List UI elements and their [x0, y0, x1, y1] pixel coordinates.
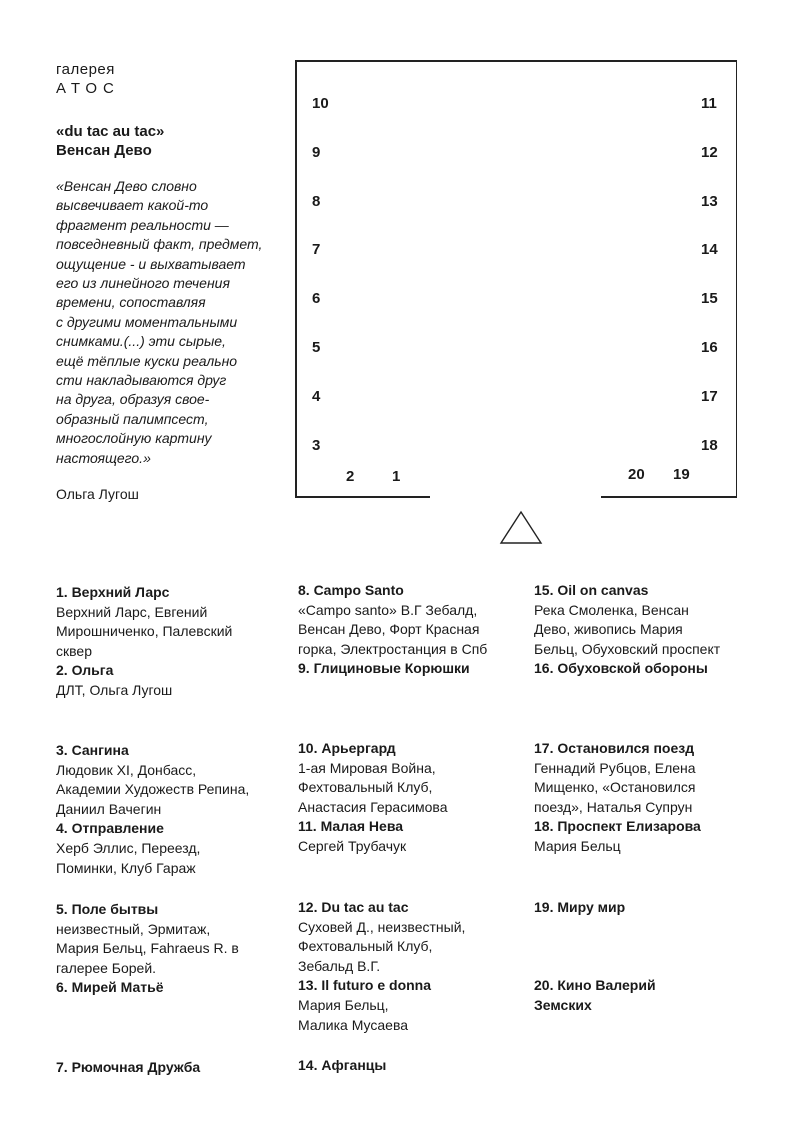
plan-wall-left	[295, 60, 297, 497]
legend-item-title: 20. Кино Валерий	[534, 977, 656, 993]
legend-item-text: Верхний Ларс, Евгений	[56, 603, 208, 620]
quote-line: «Венсан Дево словно	[56, 178, 197, 194]
plan-wall-bottom-right	[601, 496, 737, 498]
exhibition-title	[56, 122, 164, 160]
legend-item-text: Геннадий Рубцов, Елена	[534, 759, 696, 776]
plan-number: 15	[701, 290, 718, 307]
legend-item-title: 1. Верхний Ларс	[56, 584, 170, 600]
legend-block-3-1	[534, 581, 759, 679]
legend-item-title: 9. Глициновые Корюшки	[298, 660, 470, 677]
legend-item-title: 5. Поле бытвы	[56, 901, 159, 917]
legend-item-text: Сергей Трубачук	[298, 837, 407, 854]
quote-line: его из линейного течения	[56, 275, 230, 292]
triangle-icon	[499, 510, 543, 546]
legend-block-2-1	[298, 581, 523, 679]
quote-line: времени, сопоставляя	[56, 294, 206, 311]
plan-number: 5	[312, 339, 321, 356]
legend-item-text: Фехтовальный Клуб,	[298, 938, 433, 955]
legend-item-title: 13. Il futuro e donna	[298, 977, 432, 994]
legend-item-title: 6. Мирей Матьё	[56, 979, 164, 996]
exhibition-title-line-1: «du tac au tac»	[56, 123, 165, 140]
legend-item-text: Малика Мусаева	[298, 1016, 409, 1033]
legend-item-title: 18. Проспект Елизарова	[534, 818, 701, 835]
legend-item-title: 15. Oil on canvas	[534, 582, 649, 598]
quote-line: на друга, образуя свое-	[56, 391, 210, 408]
legend-item-title: 19. Миру мир	[534, 899, 626, 915]
quote-line: ощущение - и выхватывает	[56, 255, 246, 272]
gallery-line-2: АТОС	[56, 80, 120, 97]
legend-item-text: Мищенко, «Остановился	[534, 779, 696, 796]
plan-number: 2	[346, 468, 355, 485]
plan-number: 19	[673, 466, 690, 483]
legend-item-title: 8. Campo Santo	[298, 582, 404, 598]
legend-block-1-1	[56, 583, 281, 701]
legend-item-text: горка, Электростанция в Спб	[298, 640, 488, 657]
legend-item-text: Поминки, Клуб Гараж	[56, 859, 196, 876]
quote-line: снимками.(...) эти сырые,	[56, 333, 226, 350]
legend-item-text: Зебальд В.Г.	[298, 957, 381, 974]
plan-number: 14	[701, 241, 718, 258]
legend-item-text: Река Смоленка, Венсан	[534, 601, 689, 618]
plan-number: 3	[312, 437, 321, 454]
legend-item-text: Мария Бельц,	[298, 996, 389, 1013]
legend-item-title: 2. Ольга	[56, 662, 114, 679]
legend-item-title: 10. Арьергард	[298, 740, 396, 756]
legend-item-text: ДЛТ, Ольга Лугош	[56, 681, 173, 698]
legend-item-text: поезд», Наталья Супрун	[534, 798, 693, 815]
legend-item-text: Фехтовальный Клуб,	[298, 779, 433, 796]
quote-line: повседневный факт, предмет,	[56, 236, 263, 253]
legend-item-text: «Campo santo» В.Г Зебалд,	[298, 601, 478, 618]
legend-item-text: Суховей Д., неизвестный,	[298, 918, 466, 935]
plan-number: 8	[312, 193, 321, 210]
legend-block-3-4	[534, 976, 759, 1015]
plan-number: 18	[701, 437, 718, 454]
legend-item-text: Академии Художеств Репина,	[56, 781, 250, 798]
quote-line: многослойную картину	[56, 430, 212, 447]
plan-number: 11	[701, 95, 717, 112]
legend-item-title: 17. Остановился поезд	[534, 740, 695, 756]
quote-line: с другими моментальными	[56, 313, 238, 330]
plan-number: 13	[701, 193, 718, 210]
legend-block-2-3	[298, 898, 523, 1035]
legend-item-text: Мария Бельц, Fahraeus R. в	[56, 940, 239, 957]
gallery-name	[56, 60, 120, 98]
quote-line: настоящего.»	[56, 449, 151, 466]
legend-block-1-3	[56, 900, 281, 998]
plan-number: 9	[312, 144, 321, 161]
legend-item-text: Мария Бельц	[534, 837, 621, 854]
plan-number: 20	[628, 466, 645, 483]
quote-author: Ольга Лугош	[56, 486, 139, 502]
legend-block-3-2	[534, 739, 759, 857]
plan-wall-right	[736, 60, 738, 497]
curator-quote	[56, 177, 271, 468]
legend-item-title: 14. Афганцы	[298, 1057, 387, 1073]
legend-item-title: 11. Малая Нева	[298, 818, 404, 835]
legend-block-1-2	[56, 741, 281, 878]
legend-item-text: сквер	[56, 642, 92, 659]
quote-line: фрагмент реальности —	[56, 216, 229, 233]
legend-item-text: 1-ая Мировая Война,	[298, 759, 436, 776]
exhibition-artist: Венсан Дево	[56, 142, 152, 159]
legend-item-text: Херб Эллис, Переезд,	[56, 839, 201, 856]
legend-item-text: Бельц, Обуховский проспект	[534, 640, 721, 657]
quote-line: высвечивает какой-то	[56, 197, 209, 214]
legend-item-title: 7. Рюмочная Дружба	[56, 1059, 201, 1075]
plan-number: 12	[701, 144, 718, 161]
legend-block-1-4	[56, 1058, 281, 1078]
legend-item-text: Даниил Вачегин	[56, 800, 162, 817]
legend-item-text: Анастасия Герасимова	[298, 798, 448, 815]
legend-item-text: Людовик XI, Донбасс,	[56, 761, 197, 778]
legend-item-title-cont: Земских	[534, 996, 592, 1013]
plan-number: 16	[701, 339, 718, 356]
legend-item-text: Дево, живопись Мария	[534, 621, 683, 638]
legend-item-title: 12. Du tac au tac	[298, 899, 409, 915]
plan-number: 1	[392, 468, 401, 485]
legend-block-3-3	[534, 898, 759, 918]
plan-wall-top	[295, 60, 737, 62]
legend-block-2-4	[298, 1056, 523, 1076]
quote-line: сти накладываются друг	[56, 372, 227, 389]
quote-line: ещё тёплые куски реально	[56, 352, 238, 369]
plan-number: 17	[701, 388, 718, 405]
plan-wall-bottom-left	[295, 496, 430, 498]
plan-number: 6	[312, 290, 321, 307]
legend-item-title: 3. Сангина	[56, 742, 129, 758]
legend-item-text: неизвестный, Эрмитаж,	[56, 920, 211, 937]
gallery-line-1: галерея	[56, 61, 115, 78]
plan-number: 10	[312, 95, 329, 112]
quote-line: образный палимпсест,	[56, 410, 209, 427]
plan-number: 4	[312, 388, 321, 405]
legend-item-title: 4. Отправление	[56, 820, 164, 837]
legend-block-2-2	[298, 739, 523, 857]
legend-item-text: Венсан Дево, Форт Красная	[298, 621, 480, 638]
legend-item-text: галерее Борей.	[56, 959, 157, 976]
legend-item-text: Мирошниченко, Палевский	[56, 623, 233, 640]
plan-number: 7	[312, 241, 321, 258]
legend-item-title: 16. Обуховской обороны	[534, 660, 708, 677]
